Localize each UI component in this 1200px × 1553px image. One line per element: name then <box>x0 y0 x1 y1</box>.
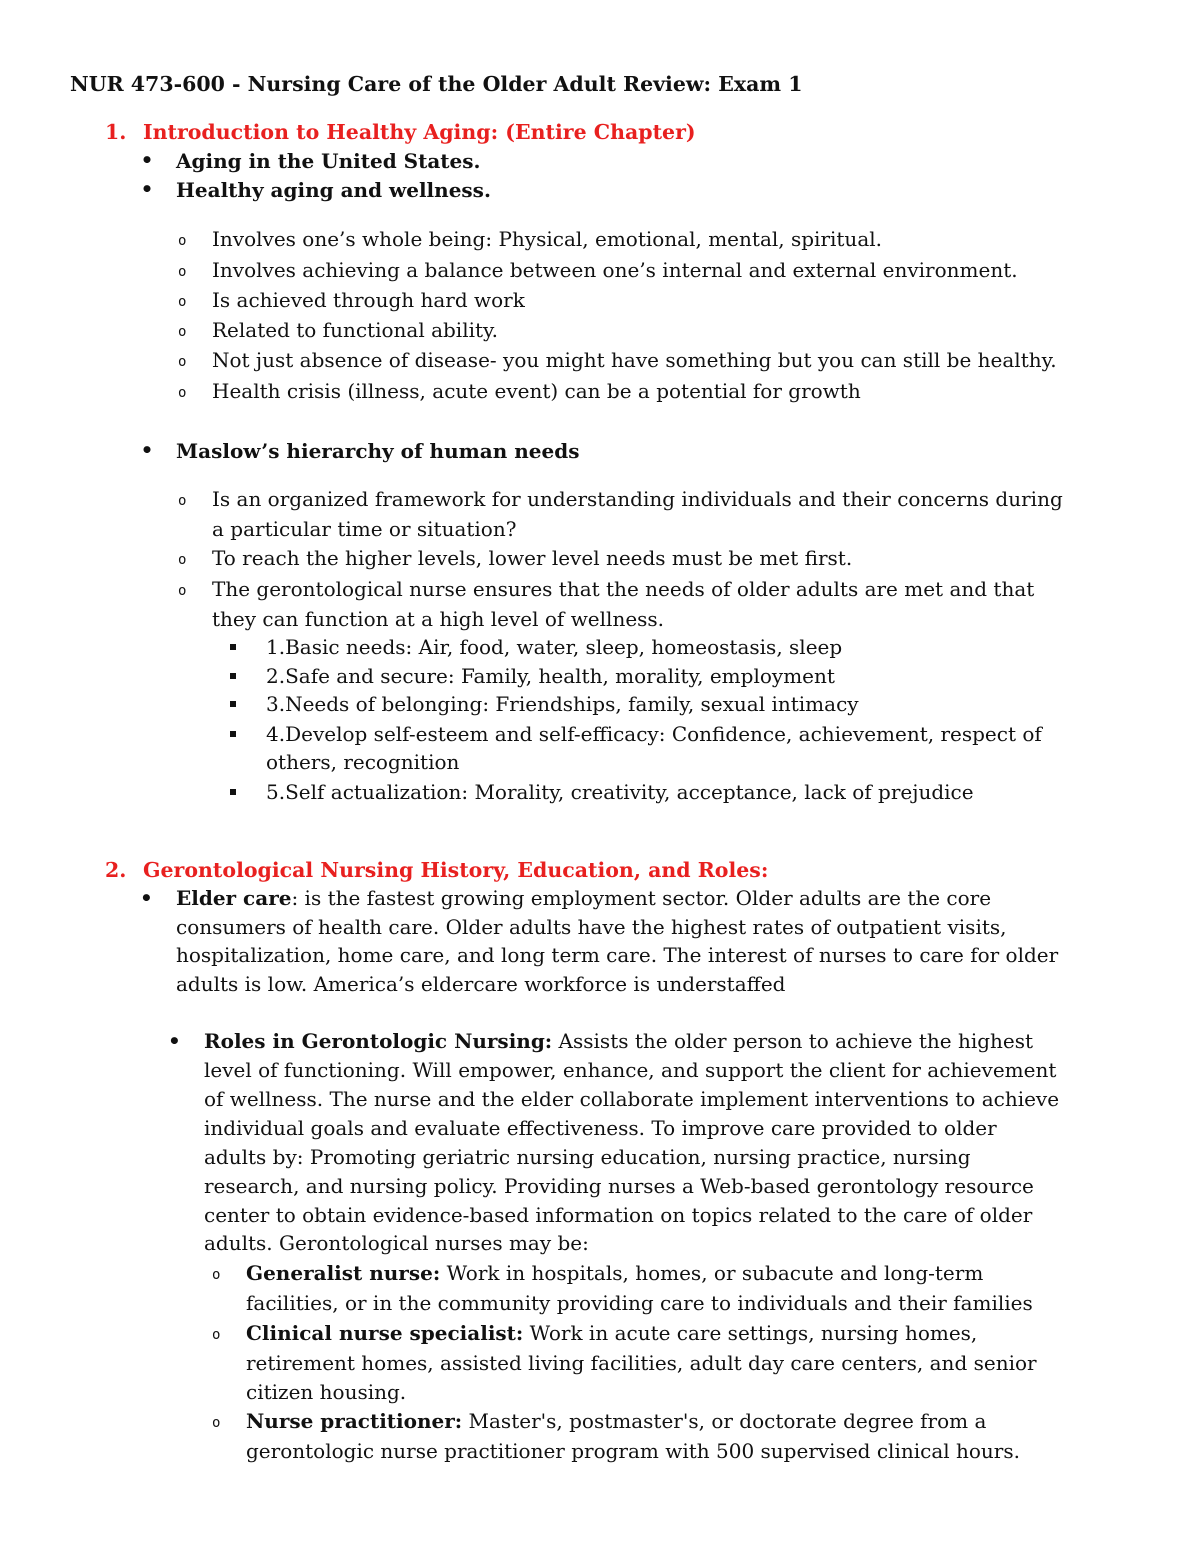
section-number: 1. <box>105 120 127 144</box>
sub-list-item-text: Not just absence of disease- you might have something but you can still be healthy. <box>212 348 1057 372</box>
square-bullet-icon <box>230 701 236 707</box>
paragraph-line: adults. Gerontological nurses may be: <box>204 1231 589 1255</box>
role-label: Clinical nurse specialist: <box>246 1321 524 1345</box>
bullet-icon: • <box>140 438 154 462</box>
circle-bullet-icon: o <box>178 552 187 568</box>
circle-bullet-icon: o <box>178 233 187 249</box>
sub-list-item-text: The gerontological nurse ensures that the needs of older adults are met and that <box>212 577 1035 601</box>
circle-bullet-icon: o <box>178 264 187 280</box>
level-text: 2.Safe and secure: Family, health, morality, employment <box>266 664 835 688</box>
section-title: Gerontological Nursing History, Education, and Roles: <box>143 858 769 882</box>
page-title: NUR 473-600 - Nursing Care of the Older Adult Review: Exam 1 <box>70 72 803 96</box>
circle-bullet-icon: o <box>178 493 187 509</box>
level-text: 1.Basic needs: Air, food, water, sleep, homeostasis, sleep <box>266 635 843 659</box>
bullet-icon: • <box>140 886 153 910</box>
circle-bullet-icon: o <box>178 294 187 310</box>
section-1-heading <box>105 118 1005 148</box>
level-text: 5.Self actualization: Morality, creativity, acceptance, lack of prejudice <box>266 780 974 804</box>
section-number: 2. <box>105 858 127 882</box>
role-text: retirement homes, assisted living facilities, adult day care centers, and senior <box>246 1351 1037 1375</box>
paragraph-line: center to obtain evidence-based information on topics related to the care of older <box>204 1203 1033 1227</box>
sub-list-item-text: Involves one’s whole being: Physical, emotional, mental, spiritual. <box>212 227 882 251</box>
paragraph-line: Assists the older person to achieve the highest <box>552 1029 1034 1053</box>
role-text: gerontologic nurse practitioner program with 500 supervised clinical hours. <box>246 1439 1020 1463</box>
paragraph-line: hospitalization, home care, and long term care. The interest of nurses to care for older <box>176 943 1059 967</box>
circle-bullet-icon: o <box>178 583 187 599</box>
bullet-icon: • <box>140 148 154 172</box>
circle-bullet-icon: o <box>178 354 187 370</box>
paragraph-line: consumers of health care. Older adults have the highest rates of outpatient visits, <box>176 915 1007 939</box>
bullet-icon: • <box>140 177 154 201</box>
level-text: 3.Needs of belonging: Friendships, family, sexual intimacy <box>266 692 859 716</box>
square-bullet-icon <box>230 673 236 679</box>
paragraph-line: of wellness. The nurse and the elder collaborate implement interventions to achieve <box>204 1087 1060 1111</box>
sub-list-item-text: To reach the higher levels, lower level needs must be met first. <box>212 546 853 570</box>
sub-list-item-text: Is an organized framework for understanding individuals and their concerns during <box>212 487 1063 511</box>
square-bullet-icon <box>230 731 236 737</box>
role-text: Work in acute care settings, nursing homes, <box>523 1321 978 1345</box>
list-item-label: Healthy aging and wellness. <box>176 178 491 202</box>
role-label: Generalist nurse: <box>246 1261 441 1285</box>
role-label: Nurse practitioner: <box>246 1409 463 1433</box>
sub-list-item-text: Is achieved through hard work <box>212 288 525 312</box>
sub-list-item-text: a particular time or situation? <box>212 517 517 541</box>
sub-list-item-text: Health crisis (illness, acute event) can be a potential for growth <box>212 379 861 403</box>
role-text: facilities, or in the community providing care to individuals and their families <box>246 1291 1033 1315</box>
sub-list-item-text: Involves achieving a balance between one’s internal and external environment. <box>212 258 1018 282</box>
level-text: 4.Develop self-esteem and self-efficacy: Confidence, achievement, respect of <box>266 722 1042 746</box>
circle-bullet-icon: o <box>178 385 187 401</box>
circle-bullet-icon: o <box>212 1327 221 1343</box>
paragraph-line: adults by: Promoting geriatric nursing education, nursing practice, nursing <box>204 1145 971 1169</box>
paragraph-line: level of functioning. Will empower, enhance, and support the client for achievement <box>204 1058 1057 1082</box>
list-item-label: Maslow’s hierarchy of human needs <box>176 439 580 463</box>
square-bullet-icon <box>230 644 236 650</box>
list-item-label: Aging in the United States. <box>176 149 481 173</box>
section-2-heading <box>105 856 1005 886</box>
section-title: Introduction to Healthy Aging: (Entire Chapter) <box>143 120 696 144</box>
circle-bullet-icon: o <box>212 1415 221 1431</box>
paragraph-line: individual goals and evaluate effectiveness. To improve care provided to older <box>204 1116 997 1140</box>
sub-list-item-text: Related to functional ability. <box>212 318 499 342</box>
role-text: Master's, postmaster's, or doctorate degree from a <box>462 1409 987 1433</box>
sub-list-item-text: they can function at a high level of wellness. <box>212 607 665 631</box>
circle-bullet-icon: o <box>178 324 187 340</box>
role-text: Work in hospitals, homes, or subacute and long-term <box>440 1261 984 1285</box>
role-text: citizen housing. <box>246 1380 407 1404</box>
paragraph-line: : is the fastest growing employment sector. Older adults are the core <box>291 886 992 910</box>
circle-bullet-icon: o <box>212 1267 221 1283</box>
level-text: others, recognition <box>266 750 460 774</box>
bullet-icon: • <box>168 1029 181 1053</box>
roles-label: Roles in Gerontologic Nursing: <box>204 1029 553 1053</box>
square-bullet-icon <box>230 789 236 795</box>
elder-care-label: Elder care <box>176 886 292 910</box>
paragraph-line: research, and nursing policy. Providing nurses a Web-based gerontology resource <box>204 1174 1034 1198</box>
paragraph-line: adults is low. America’s eldercare workforce is understaffed <box>176 972 786 996</box>
